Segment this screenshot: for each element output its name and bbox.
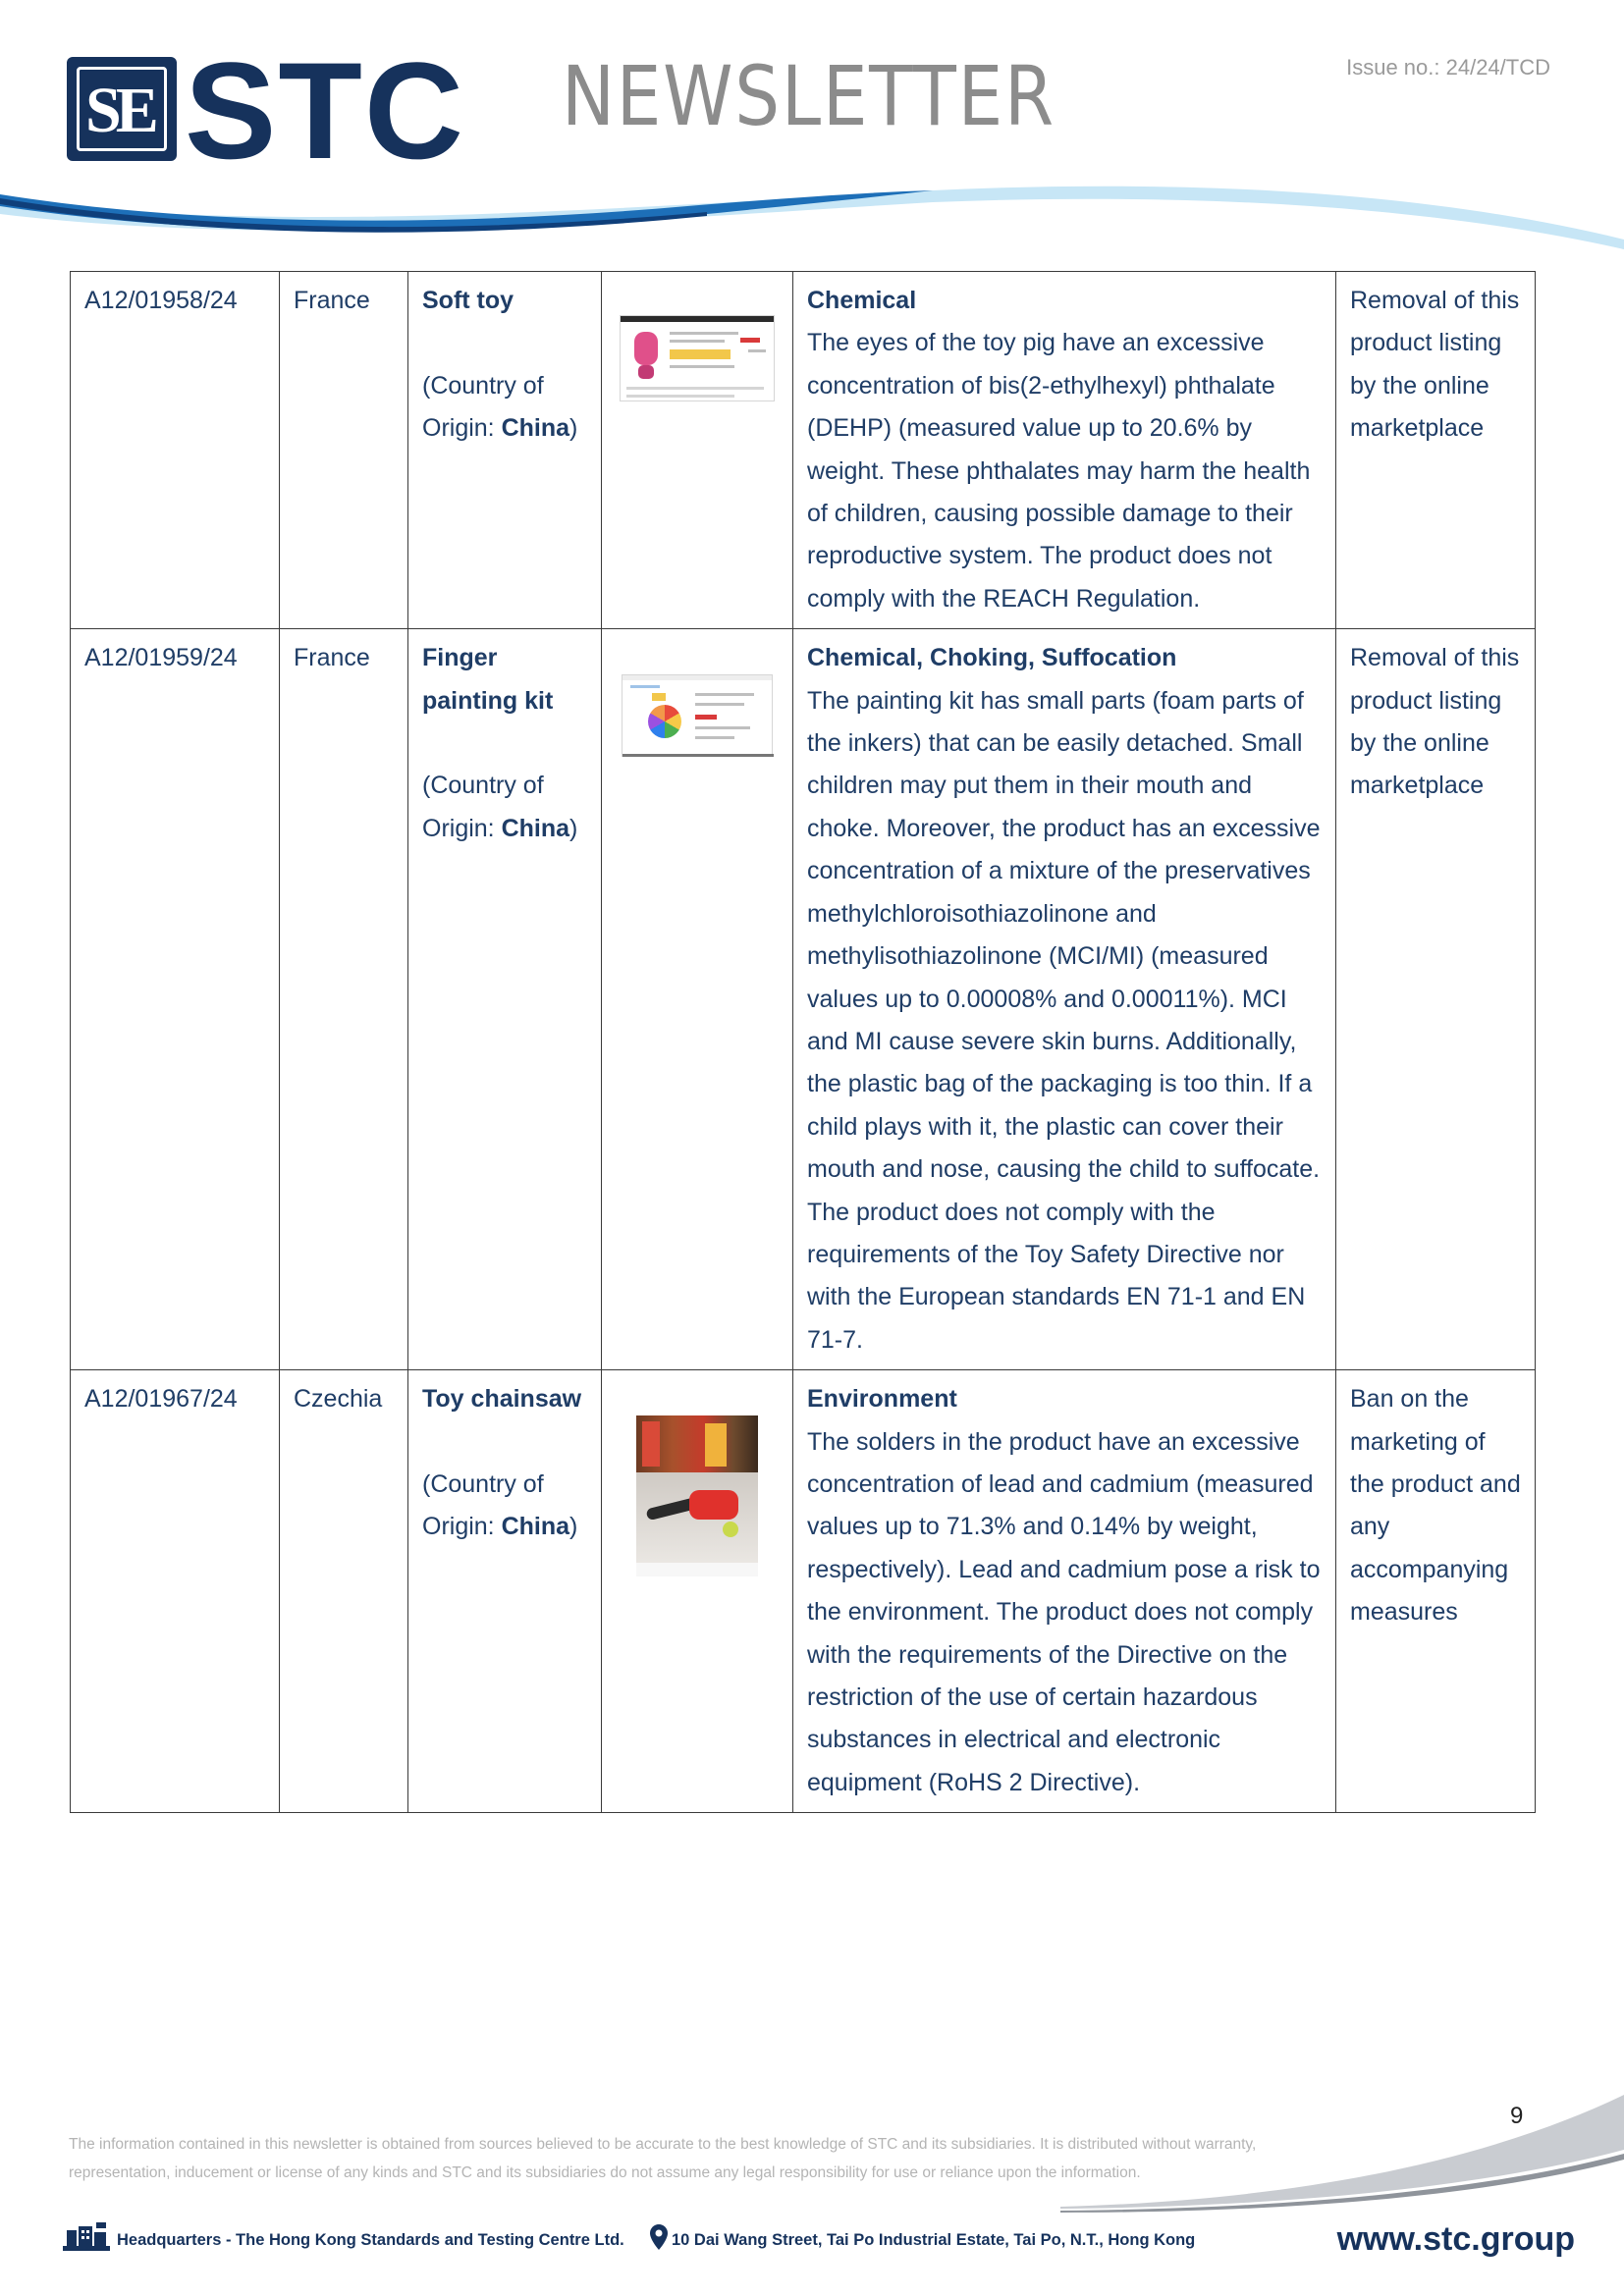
reference-cell: A12/01958/24 [71, 272, 280, 629]
page-number: 9 [1510, 2103, 1524, 2129]
logo-glyph: SE [85, 75, 153, 146]
origin-prefix: (Country of [422, 371, 544, 400]
hazard-type: Environment [807, 1385, 957, 1414]
brand-name: STC [185, 33, 465, 187]
product-name: Finger painting kit [422, 644, 554, 715]
origin-label: Origin: [422, 1513, 502, 1541]
reference-cell: A12/01959/24 [71, 629, 280, 1370]
painting-kit-listing-screenshot [622, 674, 773, 757]
product-cell [408, 629, 602, 1370]
table-row [71, 272, 1536, 629]
origin-label: Origin: [422, 814, 502, 842]
country-cell: France [280, 629, 408, 1370]
origin-suffix: ) [569, 414, 578, 443]
origin-line [422, 407, 587, 450]
disclaimer-text: The information contained in this newsletter is obtained from sources believed to be accurate to the best knowledge of STC and its subsidiaries. It is distributed without warranty, representation, inducement or license of any kinds and STC and its subsidiaries do not assume any legal responsibility for use or reliance upon the information. [69, 2136, 1257, 2181]
issue-number: Issue no.: 24/24/TCD [1346, 55, 1550, 80]
headquarters-label: Headquarters - The Hong Kong Standards and Testing Centre Ltd. [117, 2231, 624, 2249]
address-text: 10 Dai Wang Street, Tai Po Industrial Estate, Tai Po, N.T., Hong Kong [672, 2231, 1196, 2249]
logo-frame [77, 67, 167, 151]
hazard-cell [793, 1370, 1336, 1813]
rapex-table [70, 271, 1536, 1813]
product-image-cell [602, 272, 793, 629]
hazard-description: The solders in the product have an excessive concentration of lead and cadmium (measured values up to 71.3% and 0.14% by weight, respectively). Lead and cadmium pose a risk to the environment. The product does not comply with the requirements of the Directive on the restriction of the use of certain hazardous substances in electrical and electronic equipment (RoHS 2 Directive). [807, 1427, 1321, 1796]
website-link[interactable]: www.stc.group [1336, 2220, 1575, 2258]
hazard-type: Chemical [807, 287, 917, 314]
measures-cell: Removal of this product listing by the online marketplace [1336, 629, 1536, 1370]
product-cell [408, 272, 602, 629]
origin-line [422, 1506, 587, 1548]
product-name: Soft toy [422, 287, 514, 314]
measures-cell: Removal of this product listing by the online marketplace [1336, 272, 1536, 629]
country-cell: France [280, 272, 408, 629]
product-cell [408, 1370, 602, 1813]
product-name: Toy chainsaw [422, 1385, 582, 1414]
location-pin-icon [650, 2224, 668, 2250]
header-wave [0, 177, 1624, 265]
product-image-cell [602, 1370, 793, 1813]
origin-country: China [501, 1513, 570, 1541]
origin-prefix: (Country of [422, 772, 544, 800]
origin-prefix: (Country of [422, 1469, 544, 1498]
hazard-type: Chemical, Choking, Suffocation [807, 644, 1177, 672]
origin-label: Origin: [422, 414, 502, 443]
origin-country: China [501, 814, 570, 842]
stc-logo-mark [67, 57, 177, 161]
origin-country: China [501, 414, 570, 443]
origin-suffix: ) [569, 1513, 578, 1541]
reference-cell: A12/01967/24 [71, 1370, 280, 1813]
newsletter-title: NEWSLETTER [562, 48, 1056, 144]
hazard-cell [793, 629, 1336, 1370]
measures-cell: Ban on the marketing of the product and any accompanying measures [1336, 1370, 1536, 1813]
hazard-description: The painting kit has small parts (foam parts of the inkers) that can be easily detached. Small children may put them in their mouth and choke. Moreover, the product has an excessive concentration of a mixture of the preservatives methylchloroisothiazolinone and methylisothiazolinone (MCI/MI) (measured values up to 0.00008% and 0.00011%). MCI and MI cause severe skin burns. Additionally, the plastic bag of the packaging is too thin. If a child plays with it, the plastic can cover their mouth and nose, causing the child to suffocate. The product does not comply with the requirements of the Toy Safety Directive nor with the European standards EN 71-1 and EN 71-7. [807, 686, 1321, 1354]
toy-chainsaw-photo [636, 1415, 758, 1576]
product-image-cell [602, 629, 793, 1370]
table-row [71, 629, 1536, 1370]
hazard-cell [793, 272, 1336, 629]
footer-contact-bar [63, 2220, 1575, 2260]
hazard-description: The eyes of the toy pig have an excessive concentration of bis(2-ethylhexyl) phthalate (DEHP) (measured value up to 20.6% by weight. These phthalates may harm the health of children, causing possible damage to their reproductive system. The product does not comply with the REACH Regulation. [807, 329, 1311, 613]
table-row [71, 1370, 1536, 1813]
building-icon [63, 2222, 110, 2252]
origin-line [422, 808, 587, 850]
country-cell: Czechia [280, 1370, 408, 1813]
soft-toy-listing-screenshot [620, 315, 775, 401]
origin-suffix: ) [569, 814, 578, 842]
